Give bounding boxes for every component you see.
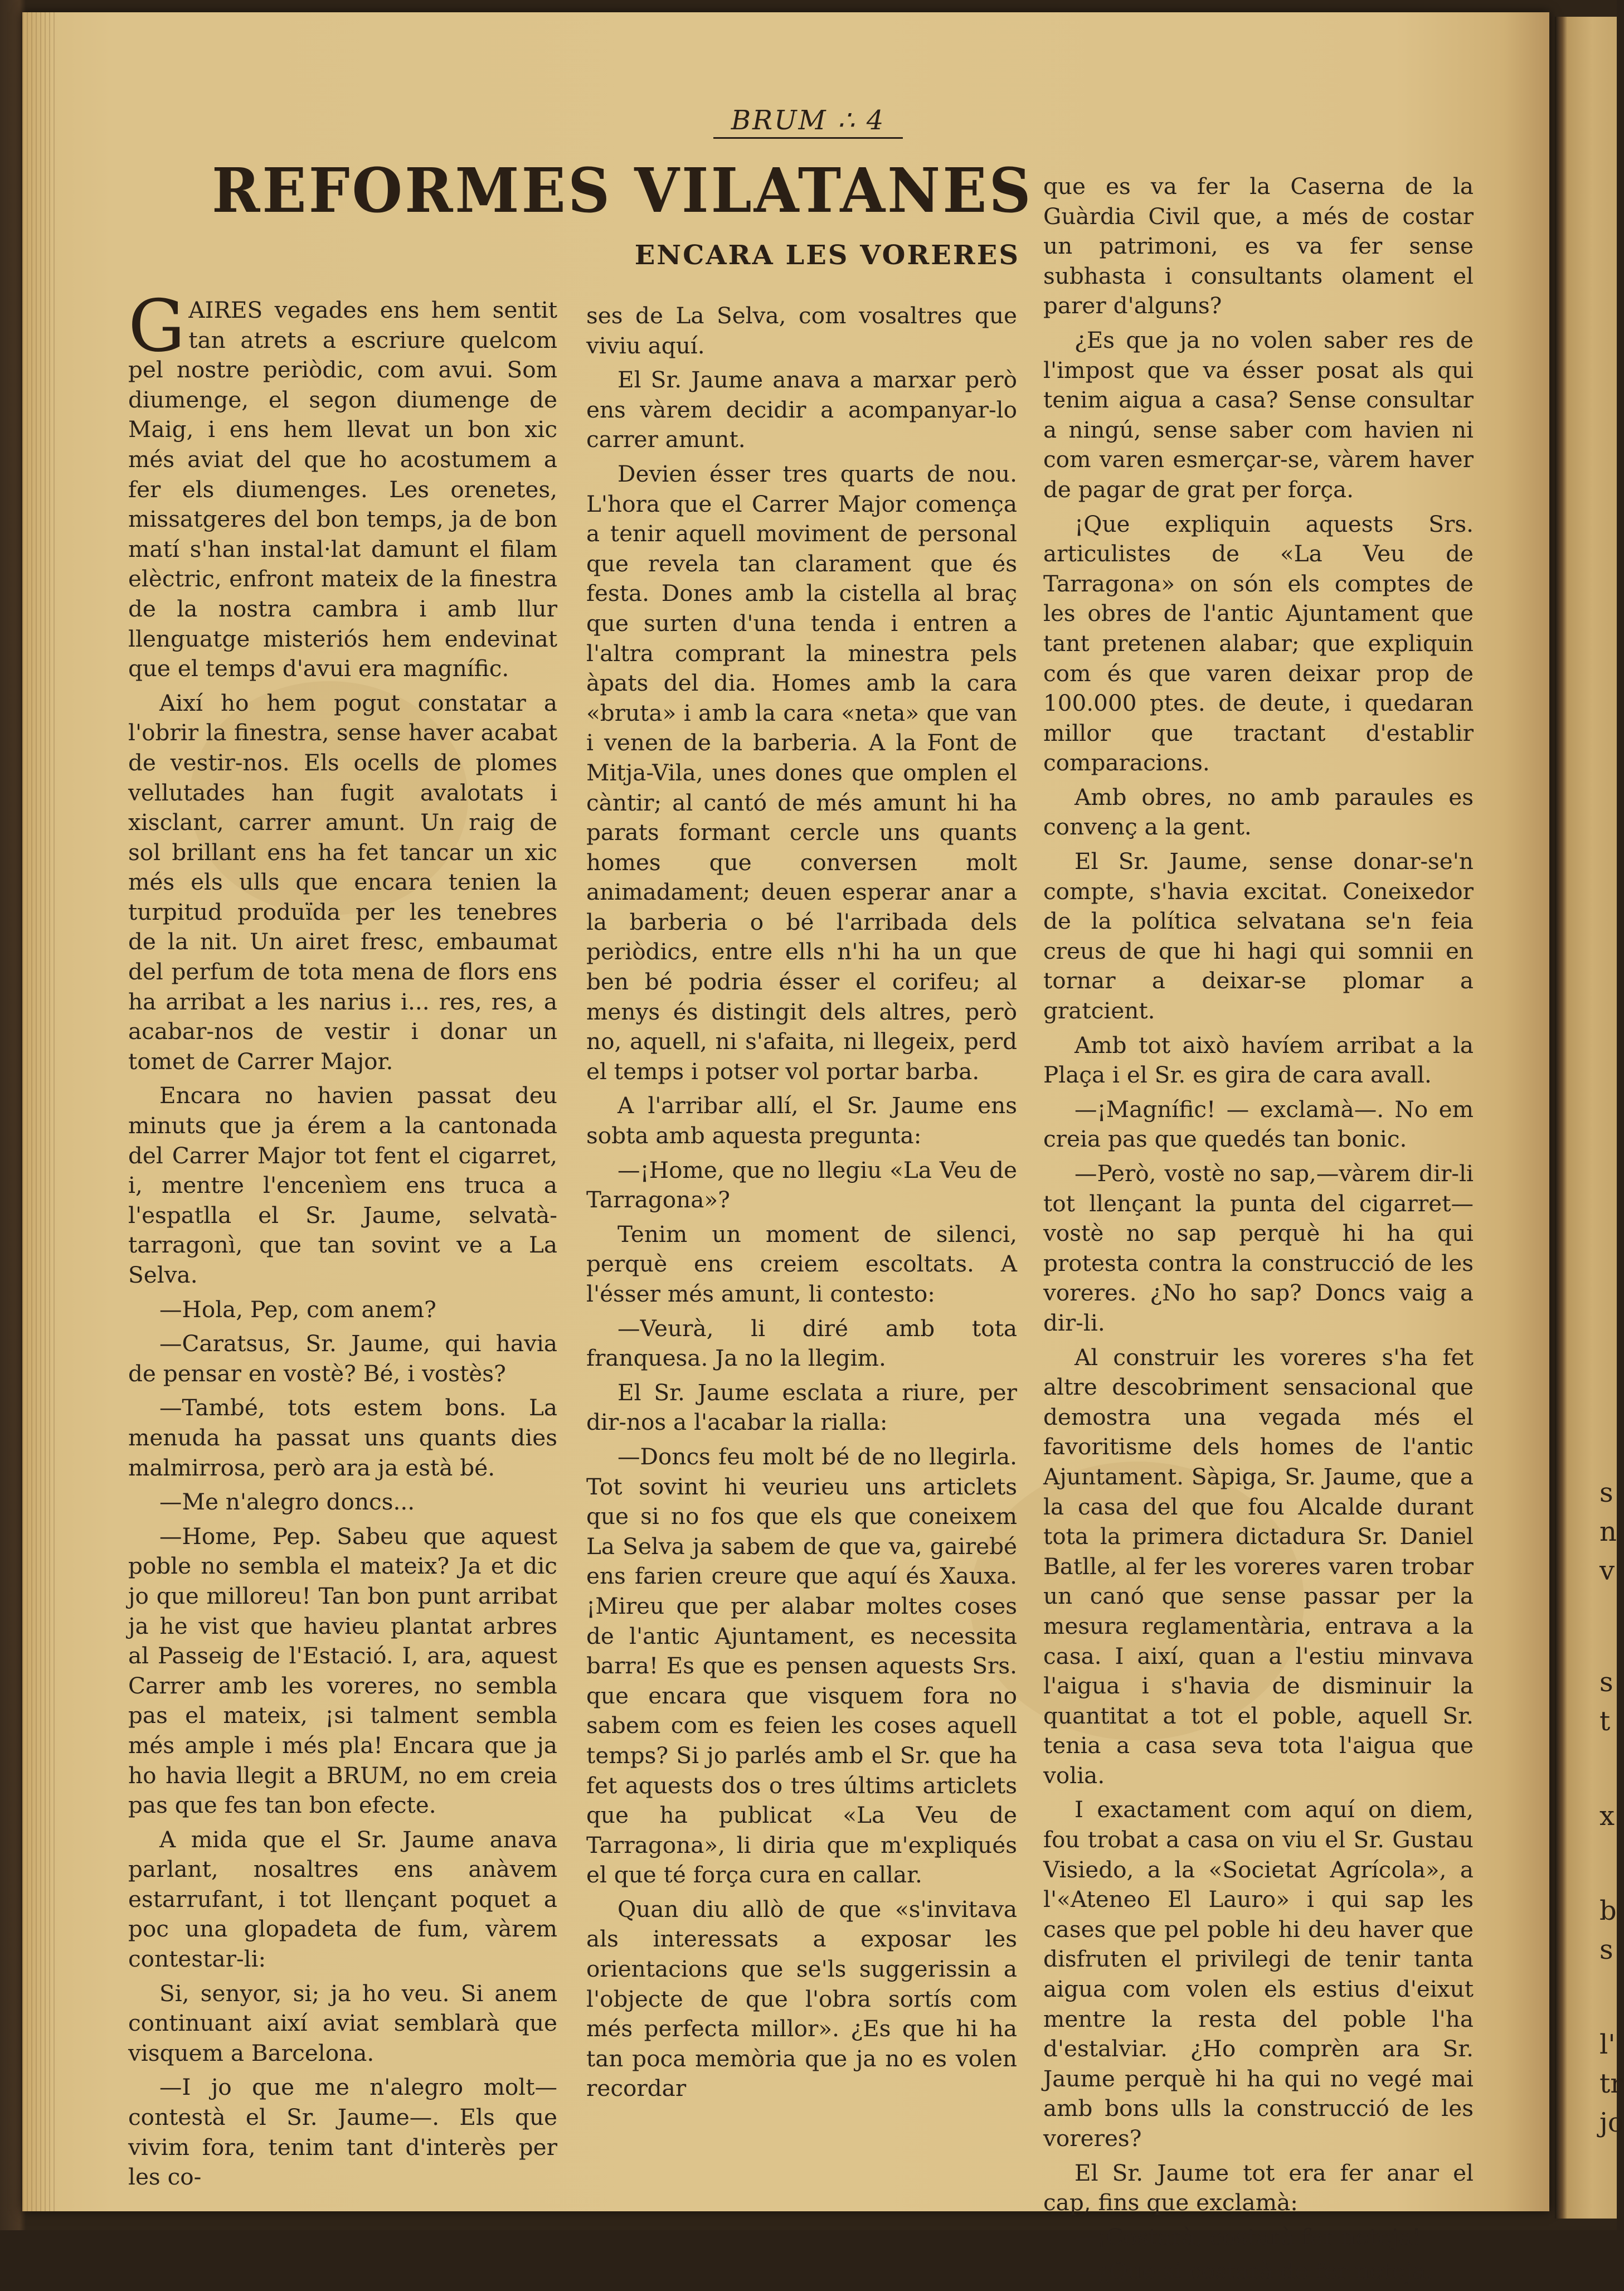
paragraph: —¡Costarà, costarà fer neteja! — [1074, 2223, 1421, 2250]
paragraph: Tenim un moment de silenci, perquè ens creiem escoltats. A l'ésser més amunt, li contesto: — [586, 1220, 1017, 1307]
drop-cap: G — [128, 285, 186, 368]
paragraph: Encara no havien passat deu minuts que ja érem a la cantonada del Carrer Major tot fent el cigarret, i, mentre l'encenìem ens truca a l'espatlla el Sr. Jaume, selvatà-tarragonì, que tan sovint ve a La Selva. — [128, 1082, 557, 1288]
paragraph: —Hola, Pep, com anem? — [159, 1295, 436, 1323]
paragraph: Quan diu allò de que «s'invitava als interessats a exposar les orientacions que se'ls suggerissin a l'objecte de que l'obra sortís com més perfecta millor». ¿Es que hi ha tan poca memòria que ja no es volen recordar — [586, 1895, 1017, 2102]
paragraph: Si, senyor, si; ja ho veu. Si anem continuant així aviat semblarà que visquem a Barcelona. — [128, 1979, 557, 2066]
paragraph: —Me n'alegro doncs... — [159, 1488, 415, 1516]
next-page-fragment: jo — [1599, 2107, 1624, 2138]
paragraph: que es va fer la Caserna de la Guàrdia Civil que, a més de costar un patrimoni, es va fer sense subhasta i consultants olament el parer d'alguns? — [1043, 173, 1474, 319]
next-page-fragment: l' — [1599, 2029, 1616, 2060]
paragraph: El Sr. Jaume esclata a riure, per dir-nos a l'acabar la rialla: — [586, 1379, 1017, 1436]
running-head: BRUM ∴ 4 — [713, 105, 903, 139]
text-column-1 — [128, 285, 557, 2197]
article-subtitle: ENCARA LES VORERES — [634, 240, 1020, 271]
paragraph: —Veurà, li diré amb tota franquesa. Ja no la llegim. — [586, 1314, 1017, 1372]
paragraph: GAIRES vegades ens hem sentit tan atrets a escriure quelcom pel nostre periòdic, com avui. Som diumenge, el segon diumenge de Maig, i ens hem llevat un bon xic més aviat del que ho acostumem a fer els diumenges. Les orenetes, missatgeres del bon temps, ja de bon matí s'han instal·lat damunt el filam elèctric, enfront mateix de la finestra de la nostra cambra i amb llur llenguatge misteriós hem endevinat que el temps d'avui era magnífic. — [128, 285, 557, 682]
next-page-fragment: tr — [1599, 2068, 1623, 2099]
text-column-2 — [586, 301, 1017, 2108]
article-title: REFORMES VILATANES — [212, 154, 1033, 227]
paragraph: ses de La Selva, com vosaltres que viviu aquí. — [586, 302, 1017, 359]
paragraph: —Però, vostè no sap,—vàrem dir-li tot llençant la punta del cigarret— vostè no sap perquè hi ha qui protesta contra la construcció de les voreres. ¿No ho sap? Doncs vaig a dir-li. — [1043, 1160, 1474, 1336]
next-page-fragment: s — [1599, 1934, 1613, 1965]
next-page-fragment: v — [1599, 1555, 1615, 1586]
next-page-fragment: n — [1599, 1516, 1617, 1547]
paragraph: Amb tot això havíem arribat a la Plaça i el Sr. es gira de cara avall. — [1043, 1031, 1474, 1089]
paragraph: A l'arribar allí, el Sr. Jaume ens sobta amb aquesta pregunta: — [586, 1092, 1017, 1149]
paragraph: —Home, Pep. Sabeu que aquest poble no sembla el mateix? Ja et dic jo que milloreu! Tan bon punt arribat ja he vist que havieu plantat arbres al Passeig de l'Estació. I, ara, aquest Carrer amb les voreres, no sembla pas el mateix, ¡si talment sembla més ample i més pla! Encara que ja ho havia llegit a BRUM, no em creia pas que fes tan bon efecte. — [128, 1522, 557, 1819]
next-page-fragment: b — [1599, 1895, 1617, 1926]
paragraph: —¡Home, que no llegiu «La Veu de Tarragona»? — [586, 1156, 1017, 1214]
facing-page-edge — [1555, 17, 1624, 2219]
next-page-fragment: s — [1599, 1667, 1613, 1698]
paragraph: Al construir les voreres s'ha fet altre descobriment sensacional que demostra una vegada més el favoritisme dels homes de l'antic Ajuntament. Sàpiga, Sr. Jaume, que a la casa del que fou Alcalde durant tota la primera dictadura Sr. Daniel Batlle, al fer les voreres varen trobar un canó que sense passar per la mesura reglamentària, entrava a la casa. I així, quan a l'estiu minvava l'aigua i s'havia de disminuir la quantitat a tot el poble, aquell Sr. tenia a casa seva tota l'aigua que volia. — [1043, 1343, 1474, 1789]
paragraph: —Doncs feu molt bé de no llegirla. Tot sovint hi veurieu uns articlets que si no fos que els que coneixem La Selva ja sabem de que va, gairebé ens farien creure que aquí és Xauxa. ¡Mireu que per alabar moltes coses de l'antic Ajuntament, es necessita barra! Es que es pensen aquests Srs. que encara que visquem fora no sabem com es feien les coses aquell temps? Si jo parlés amb el Sr. que ha fet aquests dos o tres últims articlets que ha publicat «La Veu de Tarragona», li diria que m'expliqués el que té força cura en callar. — [586, 1443, 1017, 1889]
next-page-fragment: x — [1599, 1800, 1615, 1832]
page-binding-edge — [22, 12, 56, 2211]
paragraph: Devien ésser tres quarts de nou. L'hora que el Carrer Major comença a tenir aquell moviment de personal que revela tan clarament que és festa. Dones amb la cistella al braç que surten d'una tenda i entren a l'altra comprant la minestra pels àpats del dia. Homes amb la cara «bruta» i amb la cara «neta» que van i venen de la barberia. A la Font de Mitja-Vila, unes dones que omplen el càntir; al cantó de més amunt hi ha parats formant cercle uns quants homes que conversen molt animadament; deuen esperar anar a la barberia o bé l'arribada dels periòdics, entre ells n'hi ha un que ben bé podria ésser el corifeu; al menys és distingit dels altres, però no, aquell, ni s'afaita, ni llegeix, perd el temps i potser vol portar barba. — [586, 460, 1017, 1085]
next-page-fragment: s — [1599, 1477, 1613, 1508]
paragraph: —¡Magnífic! — exclamà—. No em creia pas que quedés tan bonic. — [1043, 1095, 1474, 1153]
text-column-3 — [1043, 172, 1474, 2291]
paragraph: I exactament com aquí on diem, fou trobat a casa on viu el Sr. Gustau Visiedo, a la «Societat Agrícola», a l'«Ateneo El Lauro» i qui sap les cases que pel poble hi deu haver que disfruten el privilegi de tenir tanta aigua com volen els estius d'eixut mentre la resta del poble l'ha d'estalviar. ¿Ho comprèn ara Sr. Jaume perquè hi ha qui no vegé mai amb bons ulls la construcció de les voreres? — [1043, 1796, 1474, 2152]
paragraph: ¡Que expliquin aquests Srs. articulistes de «La Veu de Tarragona» on són els comptes de les obres de l'antic Ajuntament que tant pretenen alabar; que expliquin com és que varen deixar prop de 100.000 ptes. de deute, i quedaran millor que tractant d'establir comparacions. — [1043, 510, 1474, 776]
paragraph: —I jo que me n'alegro molt—contestà el Sr. Jaume—. Els que vivim fora, tenim tant d'interès per les co- — [128, 2074, 557, 2191]
paragraph: —També, tots estem bons. La menuda ha passat uns quants dies malmirrosa, però ara ja està bé. — [128, 1394, 557, 1481]
paragraph: Així ho hem pogut constatar a l'obrir la finestra, sense haver acabat de vestir-nos. Els ocells de plomes vellutades han fugit avalotats i xisclant, carrer amunt. Un raig de sol brillant ens ha fet tancar un xic més els ulls que encara tenien la turpitud produïda per les tenebres de la nit. Un airet fresc, embaumat del perfum de tota mena de flors ens ha arribat a les narius i... res, res, a acabar-nos de vestir i donar un tomet de Carrer Major. — [128, 689, 557, 1075]
paragraph: Amb obres, no amb paraules es convenç a la gent. — [1043, 783, 1474, 841]
paragraph: El Sr. Jaume anava a marxar però ens vàrem decidir a acompanyar-lo carrer amunt. — [586, 366, 1017, 453]
next-page-fragment: t — [1599, 1706, 1611, 1737]
paragraph: El Sr. Jaume tot era fer anar el cap, fins que exclamà: — [1043, 2159, 1474, 2216]
paragraph: ¿Es que ja no volen saber res de l'impost que va ésser posat als qui tenim aigua a casa? Sense consultar a ningú, sense saber com havien ni com varen esmerçar-se, vàrem haver de pagar de grat per força. — [1043, 326, 1474, 503]
paragraph: A mida que el Sr. Jaume anava parlant, nosaltres ens anàvem estarrufant, i tot llençant poquet a poc una glopadeta de fum, vàrem contestar-li: — [128, 1826, 557, 1973]
paragraph: El Sr. Jaume, sense donar-se'n compte, s'havia excitat. Coneixedor de la política selvatana se'n feia creus de que hi hagi qui somnii en tornar a deixar-se plomar a gratcient. — [1043, 848, 1474, 1025]
paragraph: —Caratsus, Sr. Jaume, qui havia de pensar en vostè? Bé, i vostès? — [128, 1330, 557, 1387]
paragraph: —¿Que si costarà de fer neteja, — [1074, 2258, 1433, 2285]
